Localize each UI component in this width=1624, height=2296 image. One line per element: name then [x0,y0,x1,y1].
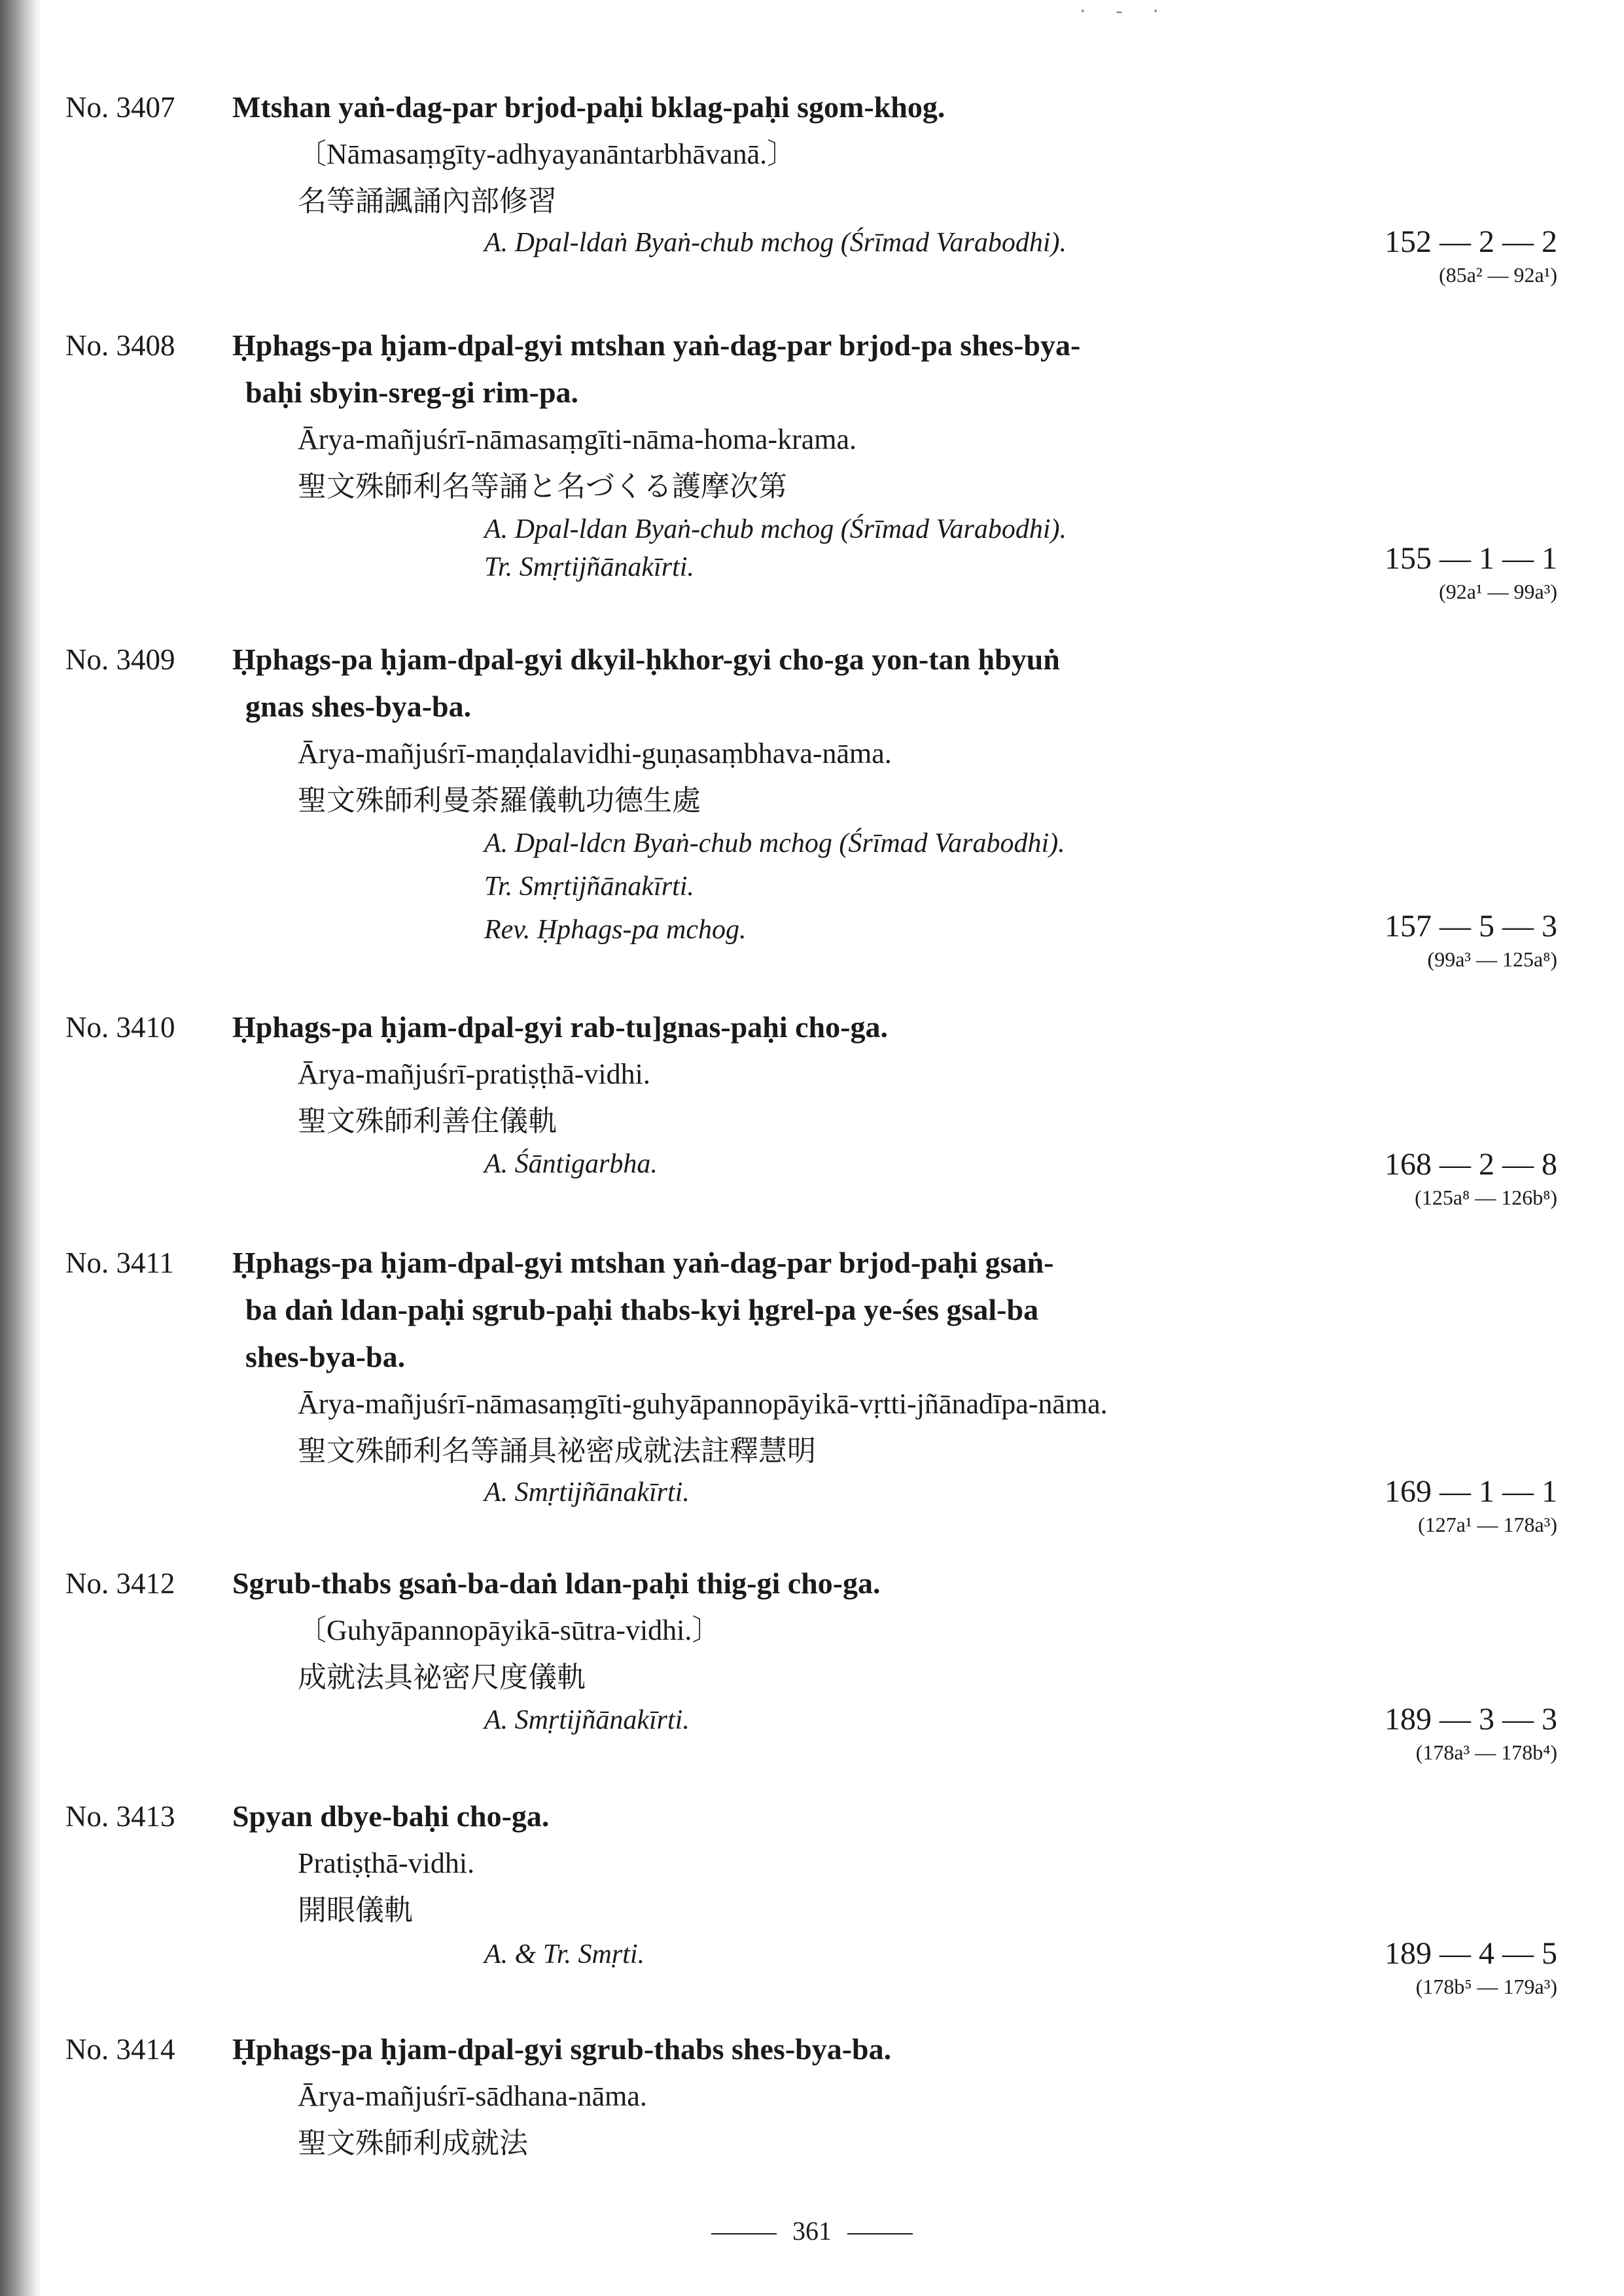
volume-reference: 168 — 2 — 8 [1385,1147,1557,1182]
title-line: Ḥphags-pa ḥjam-dpal-gyi mtshan yaṅ-dag-par brjod-paḥi gsaṅ- [232,1246,1054,1279]
translator-line: Tr. Smṛtijñānakīrti. [484,552,694,582]
folio-range: (178a³ — 178b⁴) [1415,1740,1557,1764]
author-line: A. Dpal-ldan Byaṅ-chub mchog (Śrīmad Varabodhi). [484,514,1067,544]
title-line: gnas shes-bya-ba. [245,690,472,723]
chinese-title: 名等誦諷誦內部修習 [298,185,557,218]
title-line: Sgrub-thabs gsaṅ-ba-daṅ ldan-paḥi thig-gi cho-ga. [232,1566,881,1600]
title-line: Ḥphags-pa ḥjam-dpal-gyi rab-tu]gnas-paḥi cho-ga. [232,1010,888,1044]
volume-reference: 189 — 3 — 3 [1385,1702,1557,1737]
folio-range: (99a³ — 125a⁸) [1427,947,1557,971]
sanskrit-title: Ārya-mañjuśrī-nāmasaṃgīti-guhyāpannopāyikā-vṛtti-jñānadīpa-nāma. [298,1388,1108,1420]
entry-title [232,1004,1332,1051]
author-line: A. Smṛtijñānakīrti. [484,1477,690,1508]
top-marks: · - · [1080,0,1171,23]
title-line: baḥi sbyin-sreg-gi rim-pa. [245,376,579,409]
chinese-title: 聖文殊師利名等誦具祕密成就法註釋慧明 [298,1434,816,1468]
entry-number: No. 3412 [65,1567,175,1600]
chinese-title: 開眼儀軌 [298,1894,413,1927]
title-line: Mtshan yaṅ-dag-par brjod-paḥi bklag-paḥi sgom-khog. [232,90,945,124]
entry-number: No. 3414 [65,2033,175,2066]
folio-range: (125a⁸ — 126b⁸) [1415,1186,1557,1209]
sanskrit-title: Ārya-mañjuśrī-maṇḍalavidhi-guṇasaṃbhava-nāma. [298,737,892,769]
folio-range: (178b⁵ — 179a³) [1415,1975,1557,1998]
chinese-title: 聖文殊師利名等誦と名づくる護摩次第 [298,470,787,503]
folio-range: (127a¹ — 178a³) [1418,1513,1557,1536]
volume-reference: 152 — 2 — 2 [1385,224,1557,259]
page-number-right-rule [847,2233,913,2234]
entry-number: No. 3409 [65,643,175,676]
entry-number: No. 3410 [65,1011,175,1044]
title-line: Ḥphags-pa ḥjam-dpal-gyi sgrub-thabs shes-bya-ba. [232,2032,892,2066]
volume-reference: 157 — 5 — 3 [1385,909,1557,944]
entry-title [232,322,1332,416]
chinese-title: 成就法具祕密尺度儀軌 [298,1661,586,1694]
entry-title [232,84,1332,131]
entry-number: No. 3413 [65,1800,175,1833]
volume-reference: 189 — 4 — 5 [1385,1936,1557,1971]
author-line: A. Dpal-ldaṅ Byaṅ-chub mchog (Śrīmad Varabodhi). [484,228,1067,258]
sanskrit-title: 〔Nāmasaṃgīty-adhyayanāntarbhāvanā.〕 [298,138,796,170]
author-line: A. Dpal-ldcn Byaṅ-chub mchog (Śrīmad Varabodhi). [484,828,1065,858]
title-line: shes-bya-ba. [245,1340,406,1373]
folio-range: (85a² — 92a¹) [1439,263,1557,287]
volume-reference: 155 — 1 — 1 [1385,541,1557,576]
entry-number: No. 3411 [65,1246,174,1279]
sanskrit-title: Ārya-mañjuśrī-nāmasaṃgīti-nāma-homa-krama. [298,423,857,455]
title-line: Spyan dbye-baḥi cho-ga. [232,1799,550,1833]
author-line: A. Śāntigarbha. [484,1149,658,1179]
sanskrit-title: Ārya-mañjuśrī-pratiṣṭhā-vidhi. [298,1058,650,1090]
reviser-line: Rev. Ḥphags-pa mchog. [484,915,747,945]
title-line: Ḥphags-pa ḥjam-dpal-gyi mtshan yaṅ-dag-par brjod-pa shes-bya- [232,328,1081,362]
page-number-value: 361 [792,2216,832,2246]
sanskrit-title: Pratiṣṭhā-vidhi. [298,1847,475,1879]
sanskrit-title: Ārya-mañjuśrī-sādhana-nāma. [298,2080,647,2112]
entry-title [232,1560,1332,1607]
entry-title [232,1239,1332,1381]
volume-reference: 169 — 1 — 1 [1385,1474,1557,1509]
entry-title [232,636,1332,730]
title-line: Ḥphags-pa ḥjam-dpal-gyi dkyil-ḥkhor-gyi cho-ga yon-tan ḥbyuṅ [232,643,1060,676]
entry-number: No. 3408 [65,329,175,362]
translator-line: Tr. Smṛtijñānakīrti. [484,872,694,902]
folio-range: (92a¹ — 99a³) [1439,580,1557,603]
title-line: ba daṅ ldan-paḥi sgrub-paḥi thabs-kyi ḥgrel-pa ye-śes gsal-ba [245,1293,1039,1326]
entry-number: No. 3407 [65,91,175,124]
entry-title [232,1793,1332,1840]
page-number-left-rule [711,2233,777,2234]
sanskrit-title: 〔Guhyāpannopāyikā-sūtra-vidhi.〕 [298,1614,721,1646]
author-line: A. Smṛtijñānakīrti. [484,1705,690,1735]
chinese-title: 聖文殊師利曼荼羅儀軌功德生處 [298,784,701,817]
page-number [0,2215,1624,2248]
chinese-title: 聖文殊師利成就法 [298,2127,528,2160]
book-spine-shadow [0,0,42,2296]
entry-title [232,2026,1332,2073]
author-line: A. & Tr. Smṛti. [484,1939,645,1969]
chinese-title: 聖文殊師利善住儀軌 [298,1104,557,1138]
